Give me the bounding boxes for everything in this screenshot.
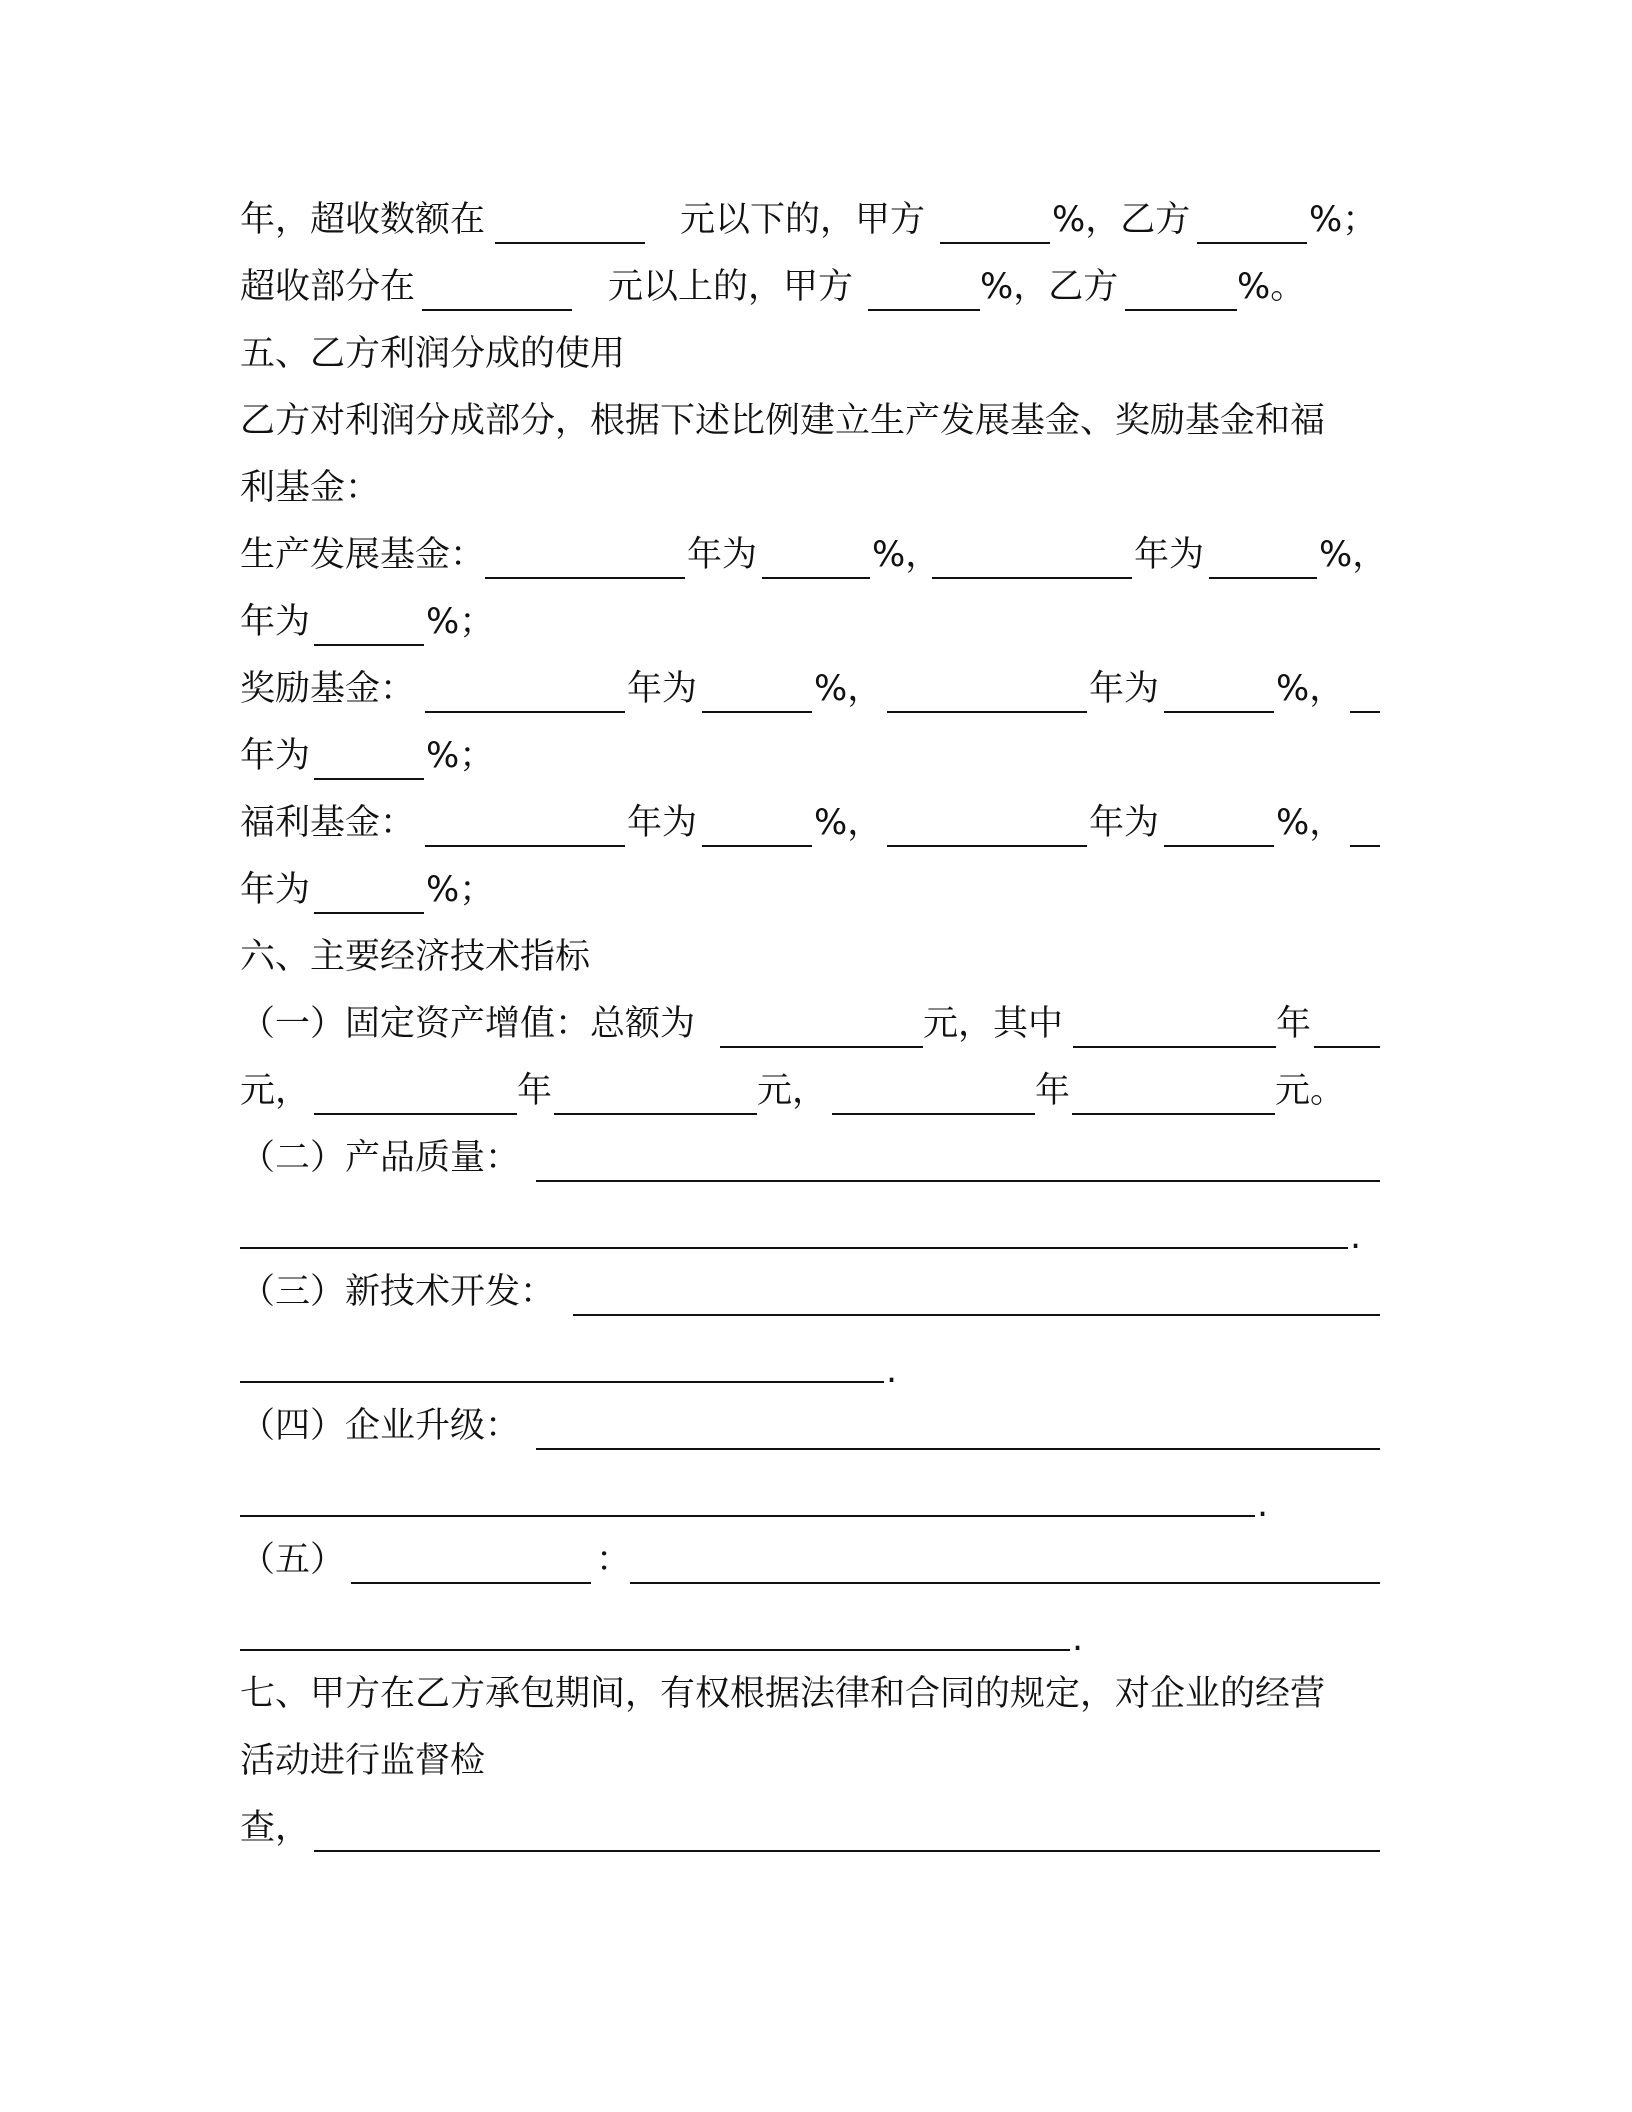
blank-field[interactable] bbox=[495, 242, 645, 244]
blank-field[interactable] bbox=[1125, 309, 1237, 311]
text-line bbox=[240, 1528, 1380, 1594]
blank-field[interactable] bbox=[485, 577, 685, 579]
text-line bbox=[240, 992, 1380, 1058]
text-line bbox=[240, 1461, 1380, 1527]
text-segment: 年为 bbox=[687, 535, 758, 575]
blank-field[interactable] bbox=[702, 711, 812, 713]
text-segment: 年为 bbox=[1134, 535, 1205, 575]
period-mark: . bbox=[1072, 1619, 1084, 1659]
text-segment: 年 bbox=[1276, 1004, 1312, 1044]
blank-field[interactable] bbox=[630, 1582, 1380, 1584]
blank-field[interactable] bbox=[868, 309, 980, 311]
blank-field[interactable] bbox=[240, 1515, 1255, 1517]
section-heading bbox=[240, 322, 1380, 388]
text-line bbox=[240, 1193, 1380, 1259]
period-mark: . bbox=[1350, 1217, 1362, 1257]
blank-field[interactable] bbox=[351, 1582, 591, 1584]
text-segment: 活动进行监督检 bbox=[240, 1741, 486, 1781]
blank-field[interactable] bbox=[536, 1180, 1380, 1182]
text-segment: %； bbox=[1309, 200, 1378, 240]
section-heading bbox=[240, 925, 1380, 991]
text-segment: %， bbox=[872, 535, 941, 575]
text-line bbox=[240, 1126, 1380, 1192]
text-segment: 年为 bbox=[627, 669, 698, 709]
text-line bbox=[240, 1595, 1380, 1661]
period-mark: . bbox=[1257, 1485, 1269, 1525]
text-line bbox=[240, 1796, 1380, 1862]
blank-field[interactable] bbox=[314, 1113, 517, 1115]
text-line bbox=[240, 1327, 1380, 1393]
period-mark: . bbox=[886, 1351, 898, 1391]
text-segment: %； bbox=[426, 736, 495, 776]
text-line bbox=[240, 724, 1380, 790]
text-segment: %， bbox=[1276, 669, 1345, 709]
text-segment: （二）产品质量： bbox=[240, 1138, 521, 1178]
blank-field[interactable] bbox=[573, 1314, 1380, 1316]
text-segment: （三）新技术开发： bbox=[240, 1272, 556, 1312]
text-segment: （一）固定资产增值：总额为 bbox=[240, 1004, 696, 1044]
text-segment: 年为 bbox=[240, 736, 311, 776]
text-segment: 年为 bbox=[240, 870, 311, 910]
blank-field[interactable] bbox=[314, 912, 424, 914]
text-segment: 年为 bbox=[240, 602, 311, 642]
text-segment: 六、主要经济技术指标 bbox=[240, 937, 591, 977]
blank-field[interactable] bbox=[425, 711, 625, 713]
text-line bbox=[240, 791, 1380, 857]
text-line bbox=[240, 858, 1380, 924]
text-segment: %， bbox=[1276, 803, 1345, 843]
text-segment: 福利基金： bbox=[240, 803, 416, 843]
text-segment: 奖励基金： bbox=[240, 669, 416, 709]
blank-field[interactable] bbox=[762, 577, 870, 579]
text-segment: %， bbox=[1319, 535, 1388, 575]
text-segment: %； bbox=[426, 602, 495, 642]
text-segment: 元以上的，甲方 bbox=[608, 267, 854, 307]
blank-field[interactable] bbox=[1350, 845, 1380, 847]
section-heading bbox=[240, 1662, 1380, 1728]
blank-field[interactable] bbox=[887, 845, 1087, 847]
blank-field[interactable] bbox=[425, 845, 625, 847]
text-segment: 年 bbox=[1035, 1071, 1071, 1111]
text-line bbox=[240, 456, 1380, 522]
blank-field[interactable] bbox=[536, 1448, 1380, 1450]
blank-field[interactable] bbox=[702, 845, 812, 847]
blank-field[interactable] bbox=[1164, 711, 1274, 713]
text-segment: （四）企业升级： bbox=[240, 1406, 521, 1446]
text-segment: 年为 bbox=[1089, 803, 1160, 843]
blank-field[interactable] bbox=[422, 309, 572, 311]
text-segment: 超收部分在 bbox=[240, 267, 416, 307]
text-segment: 年为 bbox=[627, 803, 698, 843]
text-segment: 七、甲方在乙方承包期间，有权根据法律和合同的规定，对企业的经营 bbox=[240, 1674, 1326, 1714]
blank-field[interactable] bbox=[1164, 845, 1274, 847]
text-line bbox=[240, 590, 1380, 656]
text-line bbox=[240, 1059, 1380, 1125]
blank-field[interactable] bbox=[887, 711, 1087, 713]
text-segment: 元。 bbox=[1275, 1071, 1346, 1111]
text-line bbox=[240, 188, 1380, 254]
text-segment: %，乙方 bbox=[980, 267, 1119, 307]
text-segment: 元以下的，甲方 bbox=[680, 200, 926, 240]
text-segment: %， bbox=[814, 669, 883, 709]
blank-field[interactable] bbox=[832, 1113, 1035, 1115]
blank-field[interactable] bbox=[1072, 1113, 1275, 1115]
text-segment: 年 bbox=[517, 1071, 553, 1111]
blank-field[interactable] bbox=[314, 644, 424, 646]
text-line bbox=[240, 255, 1380, 321]
text-segment: 元， bbox=[240, 1071, 311, 1111]
text-segment: 五、乙方利润分成的使用 bbox=[240, 334, 626, 374]
blank-field[interactable] bbox=[1209, 577, 1317, 579]
blank-field[interactable] bbox=[1197, 242, 1307, 244]
blank-field[interactable] bbox=[940, 242, 1050, 244]
text-segment: 生产发展基金： bbox=[240, 535, 486, 575]
text-segment: 查， bbox=[240, 1808, 311, 1848]
blank-field[interactable] bbox=[554, 1113, 757, 1115]
text-segment: （五） bbox=[240, 1540, 346, 1580]
text-segment: 元， bbox=[757, 1071, 828, 1111]
blank-field[interactable] bbox=[932, 577, 1132, 579]
text-segment: ： bbox=[596, 1540, 632, 1580]
blank-field[interactable] bbox=[720, 1046, 923, 1048]
text-line bbox=[240, 389, 1380, 455]
text-line bbox=[240, 523, 1388, 589]
blank-field[interactable] bbox=[240, 1247, 1348, 1249]
blank-field[interactable] bbox=[1073, 1046, 1276, 1048]
blank-field[interactable] bbox=[1314, 1046, 1380, 1048]
text-segment: %，乙方 bbox=[1052, 200, 1191, 240]
blank-field[interactable] bbox=[1350, 711, 1380, 713]
text-segment: 利基金： bbox=[240, 468, 381, 508]
text-line bbox=[240, 1394, 1380, 1460]
text-segment: %， bbox=[814, 803, 883, 843]
text-segment: %。 bbox=[1237, 267, 1306, 307]
blank-field[interactable] bbox=[240, 1649, 1070, 1651]
text-segment: %； bbox=[426, 870, 495, 910]
text-line bbox=[240, 1260, 1380, 1326]
text-segment: 年，超收数额在 bbox=[240, 200, 486, 240]
text-line bbox=[240, 657, 1380, 723]
text-segment: 乙方对利润分成部分，根据下述比例建立生产发展基金、奖励基金和福 bbox=[240, 401, 1326, 441]
blank-field[interactable] bbox=[240, 1381, 884, 1383]
text-segment: 元，其中 bbox=[923, 1004, 1064, 1044]
text-line bbox=[240, 1729, 1380, 1795]
blank-field[interactable] bbox=[314, 778, 424, 780]
text-segment: 年为 bbox=[1089, 669, 1160, 709]
blank-field[interactable] bbox=[314, 1850, 1380, 1852]
